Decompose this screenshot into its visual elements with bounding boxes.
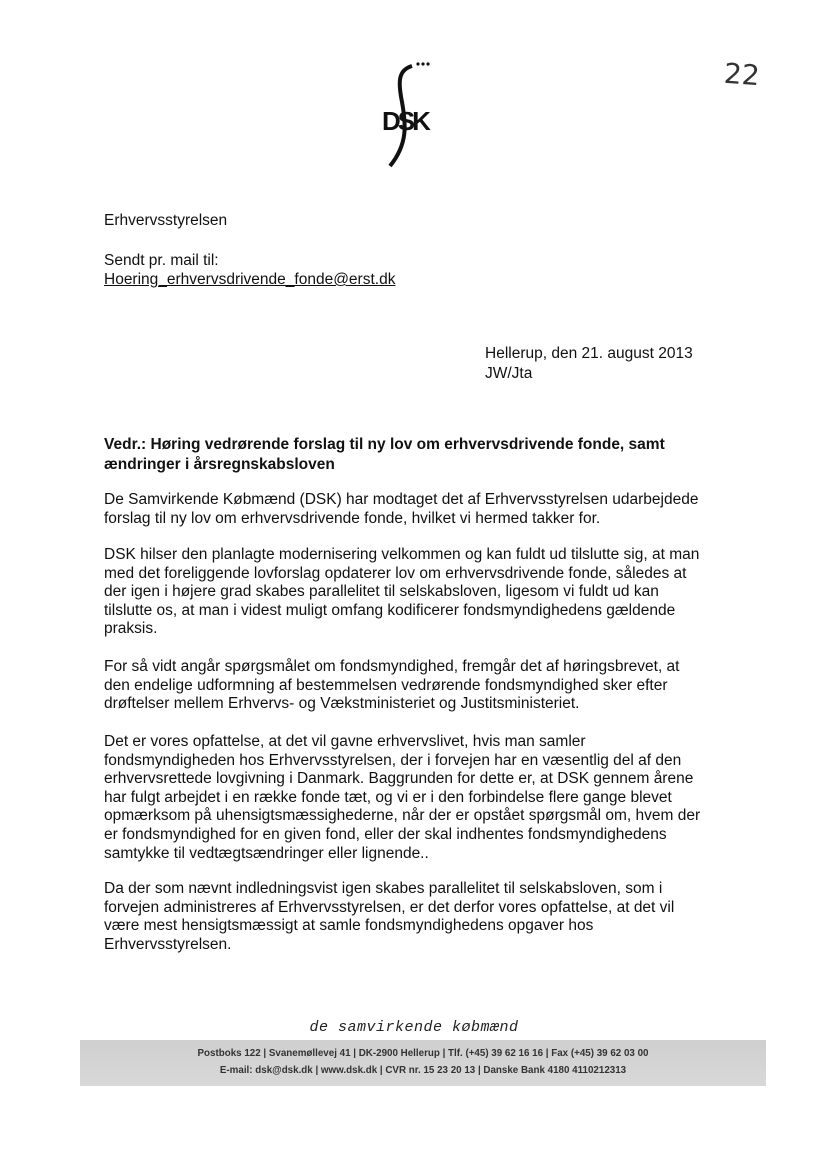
dsk-logo: [368, 52, 438, 172]
recipient-name: Erhvervsstyrelsen: [104, 212, 228, 229]
body-paragraph: Det er vores opfattelse, at det vil gavne erhvervslivet, hvis man samler fondsmyndigheden hos Erhvervsstyrelsen, der i forvejen har en væsentlig del af den erhvervsrettede lovgivning i Danmark. Baggrunden for dette er, at DSK gennem årene har fulgt arbejdet i en række fonde tæt, og vi er i den forbindelse flere gange blevet opmærksom på uhensigtsmæssighederne, når der er opstået spørgsmål om, hvem der er fondsmyndighed for en given fond, eller der skal indhentes fondsmyndighedens samtykke til vedtægtsændringer eller lignende..: [104, 733, 701, 862]
footer-tagline: de samvirkende købmænd: [309, 1019, 519, 1036]
reference: JW/Jta: [485, 365, 533, 382]
subject-line: Vedr.: Høring vedrørende forslag til ny lov om erhvervsdrivende fonde, samt ændringer i årsregnskabsloven: [104, 436, 665, 473]
place-date: Hellerup, den 21. august 2013: [485, 345, 693, 362]
recipient-email-link[interactable]: Hoering_erhvervsdrivende_fonde@erst.dk: [104, 271, 396, 288]
footer-contact: E-mail: dsk@dsk.dk | www.dsk.dk | CVR nr. 15 23 20 13 | Danske Bank 4180 4110212313: [219, 1065, 627, 1076]
body-paragraph: DSK hilser den planlagte modernisering velkommen og kan fuldt ud tilslutte sig, at man med det foreliggende lovforslag opdaterer lov om erhvervsdrivende fonde, således at der igen i højere grad skabes parallelitet til selskabsloven, ligesom vi fuldt ud kan tilslutte os, at man i videst muligt omfang kodificerer fondsmyndighedens gældende praksis.: [104, 546, 700, 638]
body-paragraph: For så vidt angår spørgsmålet om fondsmyndighed, fremgår det af høringsbrevet, at den endelige udformning af bestemmelsen vedrørende fondsmyndighed sker efter drøftelser mellem Erhvervs- og Vækstministeriet og Justitsministeriet.: [104, 658, 680, 713]
footer-bar: [80, 1040, 766, 1086]
date-block: [485, 344, 693, 384]
footer-address: Postboks 122 | Svanemøllevej 41 | DK-2900 Hellerup | Tlf. (+45) 39 62 16 16 | Fax (+45) 39 62 03 00: [197, 1048, 649, 1059]
body-paragraph: De Samvirkende Købmænd (DSK) har modtaget det af Erhvervsstyrelsen udarbejdede forslag til ny lov om erhvervsdrivende fonde, hvilket vi hermed takker for.: [104, 491, 699, 527]
logo-text: DSK: [382, 106, 428, 136]
page-number: 22: [722, 56, 761, 93]
body-paragraph: Da der som nævnt indledningsvist igen skabes parallelitet til selskabsloven, som i forvejen administreres af Erhvervsstyrelsen, er det derfor vores opfattelse, at det vil være mest hensigtsmæssigt at samle fondsmyndighedens opgaver hos Erhvervsstyrelsen.: [104, 880, 675, 953]
sent-label: Sendt pr. mail til:: [104, 252, 219, 269]
